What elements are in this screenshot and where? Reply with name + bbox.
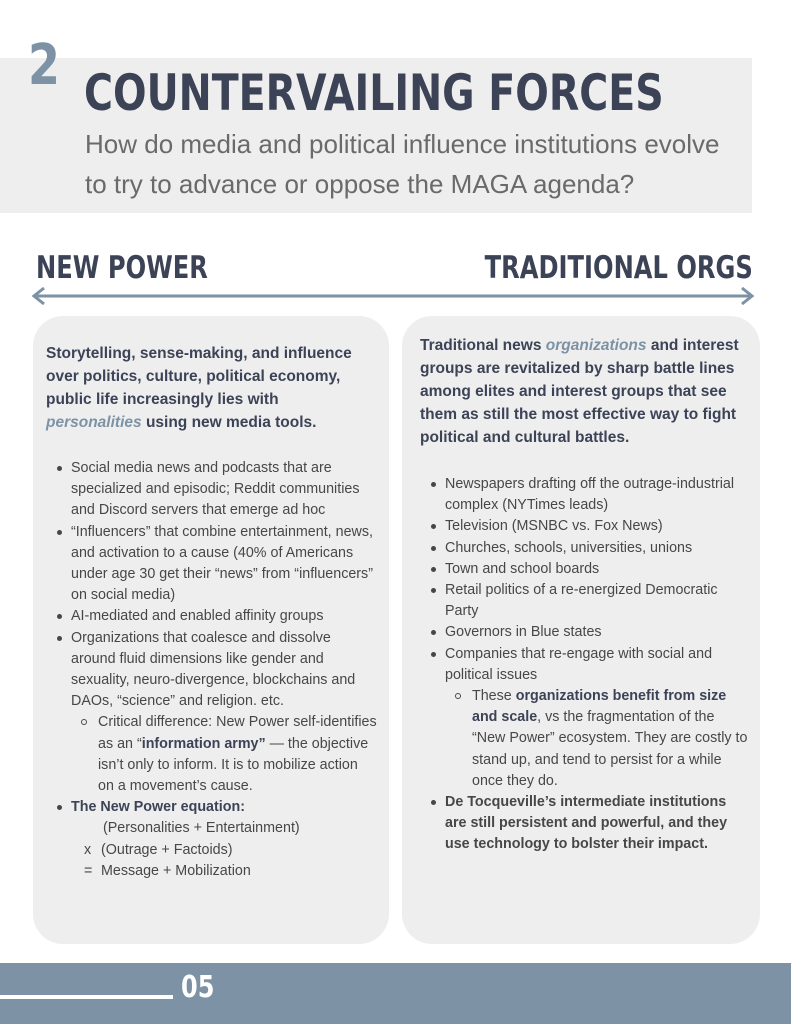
accent-word: organizations [545,337,647,354]
sub-list [445,686,750,792]
list-item: Newspapers drafting off the outrage-industrial complex (NYTimes leads) [420,474,750,516]
equation-line: (Personalities + Entertainment) [103,820,300,837]
sub-list [71,712,377,797]
list-item: Governors in Blue states [420,622,750,643]
list-item: Town and school boards [420,559,750,580]
equation-line: x (Outrage + Factoids) [84,841,233,858]
traditional-orgs-card [402,316,760,944]
new-power-card [33,316,389,944]
list-item: De Tocqueville’s intermediate institutions are still persistent and powerful, and they use technology to bolster their impact. [420,792,750,856]
new-power-list [46,458,377,818]
footer-bar [0,963,791,1024]
traditional-orgs-intro: Traditional news organizations and interest groups are revitalized by sharp battle lines among elites and interest groups that see them as still the most effective way to fight political and cultural battles. [420,337,739,446]
accent-word: personalities [46,414,142,431]
traditional-orgs-list [420,474,750,856]
sub-list-item: These organizations benefit from size and scale, vs the fragmentation of the “New Power” ecosystem. They are costly to stand up, and tend to persist for a while once they do. [445,686,750,792]
page-subtitle: How do media and political influence institutions evolve to try to advance or oppose the MAGA agenda? [85,129,720,199]
list-item: “Influencers” that combine entertainment, news, and activation to a cause (40% of Americans under age 30 get their “news” from “influencers” on social media) [46,522,377,607]
page-number: 05 [181,970,215,1005]
list-item: Television (MSNBC vs. Fox News) [420,516,750,537]
new-power-intro: Storytelling, sense-making, and influence over politics, culture, political economy, public life increasingly lies with personalities using new media tools. [46,345,352,431]
sub-list-item: Critical difference: New Power self-identifies as an “information army” — the objective isn’t only to inform. It is to mobilize action on a movement’s cause. [71,712,377,797]
list-item: Organizations that coalesce and dissolve around fluid dimensions like gender and sexuality, neuro-divergence, blockchains and DAOs, “science” and religion. etc. Critical difference: New Power self-identifies as an “information army” — the objective isn’t only to inform. It is to mobilize action on a movement’s cause. [46,628,377,798]
list-item: Retail politics of a re-energized Democratic Party [420,580,750,622]
list-item: Social media news and podcasts that are specialized and episodic; Reddit communities and Discord servers that emerge ad hoc [46,458,377,522]
footer-rule [0,995,173,999]
equation-line: = Message + Mobilization [84,862,251,879]
list-item: AI-mediated and enabled affinity groups [46,606,377,627]
equation-item: The New Power equation: [46,797,377,818]
page-title: COUNTERVAILING FORCES [84,64,664,122]
spectrum-left-label: NEW POWER [36,250,208,286]
double-arrow-icon [30,285,756,307]
new-power-equation [46,818,377,882]
list-item: Companies that re-engage with social and political issues These organizations benefit from size and scale, vs the fragmentation of the “New Power” ecosystem. They are costly to stand up, and tend to persist for a while once they do. [420,644,750,792]
list-item: Churches, schools, universities, unions [420,538,750,559]
spectrum-right-label: TRADITIONAL ORGS [484,250,753,286]
section-number: 2 [28,33,60,98]
